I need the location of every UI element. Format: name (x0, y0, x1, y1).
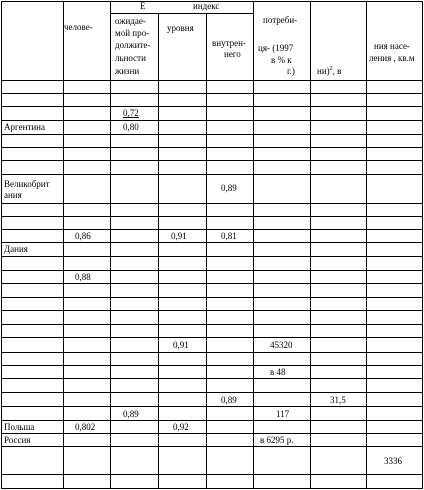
header-col2-line2: мой про- (115, 28, 150, 38)
header-col3: уровня (167, 23, 194, 33)
cell-value: 0,91 (171, 231, 187, 241)
cell-value: 0,80 (123, 122, 139, 132)
row-line (1, 446, 422, 447)
row-line (1, 174, 422, 175)
country-poland: Польша (4, 422, 35, 432)
row-line (1, 160, 422, 161)
row-line (1, 406, 422, 407)
header-col2-line3: должите- (115, 40, 151, 50)
header-split-line (110, 13, 253, 14)
header-col7-line2: ления , кв.м (369, 53, 415, 63)
header-col5-line1: ця- (1997 (258, 43, 294, 53)
cell-value: 0,81 (221, 231, 237, 241)
country-denmark: Дания (4, 244, 28, 254)
cell-value: 117 (276, 409, 290, 419)
cell-value: 0,89 (221, 395, 237, 405)
row-line (1, 378, 422, 379)
cell-value: 31,5 (330, 395, 346, 405)
row-line (1, 420, 422, 421)
row-line (1, 147, 422, 148)
header-col6-pre: ни) (317, 66, 330, 76)
header-col5-top: потреби- (263, 15, 298, 25)
header-top-prefix: Е (140, 1, 146, 11)
row-line (1, 120, 422, 121)
row-line (1, 134, 422, 135)
header-col1: челове- (64, 22, 93, 32)
table-border-bottom (1, 488, 422, 489)
row-line (1, 310, 422, 311)
row-line (1, 365, 422, 366)
row-line (1, 229, 422, 230)
table-border-left (1, 1, 2, 489)
country-russia: Россия (4, 435, 31, 445)
row-line (1, 392, 422, 393)
row-line (1, 203, 422, 204)
header-col5-line2: в % к (271, 55, 292, 65)
cell-value: 45320 (270, 340, 293, 350)
row-line (1, 242, 422, 243)
header-col6-post: , в (332, 66, 342, 76)
cell-value: 0,89 (123, 409, 139, 419)
country-argentina: Аргентина (4, 122, 45, 132)
header-bottom-line (1, 80, 422, 81)
row-line (1, 352, 422, 353)
cell-value: в 6295 р. (260, 435, 294, 445)
header-col5-line3: г.) (287, 66, 295, 76)
header-col6-sup: 2 (329, 66, 333, 72)
column-line (158, 13, 159, 489)
country-uk-line1: Великобрит (4, 179, 50, 189)
header-col7-line1: ния насе- (374, 41, 410, 51)
header-col2-line5: жизни (115, 66, 140, 76)
column-line (253, 1, 254, 489)
cell-value: 0,91 (173, 340, 189, 350)
header-col6 (317, 66, 341, 77)
cell-value: 0,88 (75, 272, 91, 282)
row-line (1, 106, 422, 107)
row-line (1, 93, 422, 94)
column-line (310, 1, 311, 489)
header-col4-line2: него (224, 49, 241, 59)
cell-value: в 48 (270, 367, 286, 377)
row-line (1, 256, 422, 257)
table-border-right (422, 1, 423, 489)
column-line (63, 1, 64, 489)
cell-value: 0,89 (221, 183, 237, 193)
header-col2-line1: ожидае- (115, 16, 146, 26)
row-line (1, 270, 422, 271)
row-line (1, 283, 422, 284)
row-line (1, 433, 422, 434)
cell-value: 0,802 (75, 422, 96, 432)
column-line (366, 1, 367, 489)
row-line (1, 297, 422, 298)
country-uk-line2: ания (4, 190, 22, 200)
header-col4-line1: внутрен- (212, 38, 246, 48)
cell-value: 0,86 (75, 231, 91, 241)
row-line (1, 324, 422, 325)
column-line (110, 1, 111, 489)
cell-value: 0,72 (123, 108, 139, 118)
column-line (206, 13, 207, 489)
row-line (1, 216, 422, 217)
header-col2-line4: льности (115, 53, 146, 63)
cell-value: 0,92 (173, 422, 189, 432)
row-line (1, 337, 422, 338)
row-line (1, 474, 422, 475)
header-top-index: индекс (193, 1, 220, 11)
cell-value: 3336 (384, 456, 402, 466)
